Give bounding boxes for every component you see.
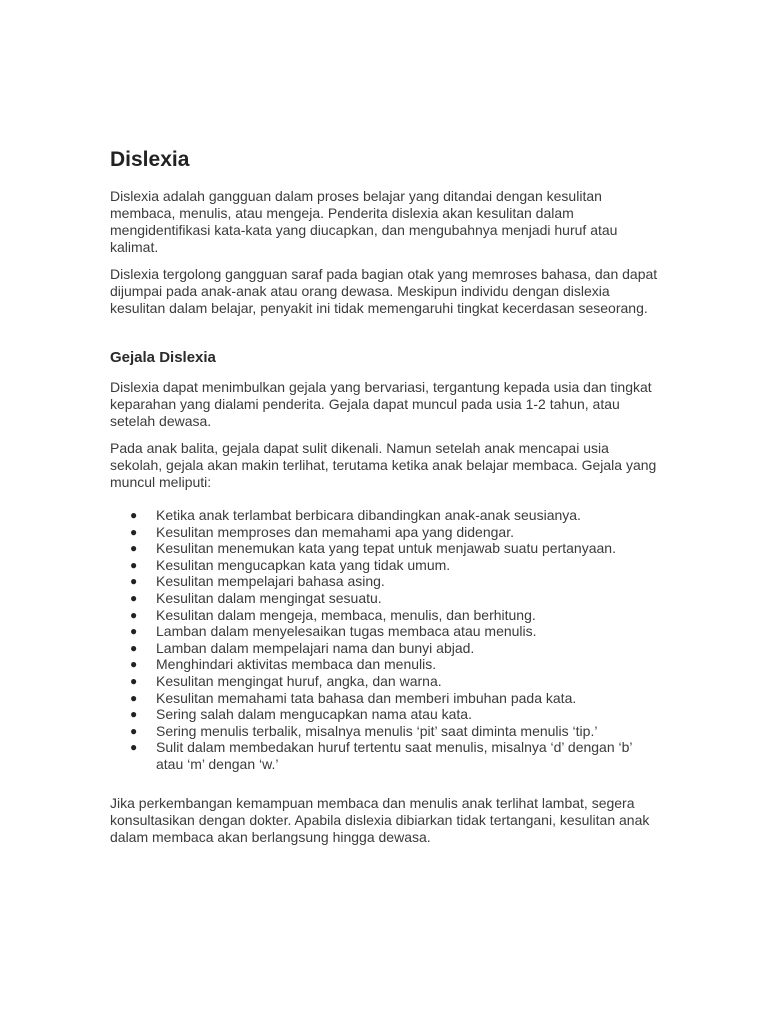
list-item-text: Kesulitan dalam mengeja, membaca, menulis, dan berhitung. [156,606,536,623]
list-item [110,640,662,657]
symptom-list [110,507,662,773]
page-title: Dislexia [110,148,190,171]
list-item-text: Menghindari aktivitas membaca dan menulis. [156,656,437,673]
list-item [110,623,662,640]
list-item-text: Sering menulis terbalik, misalnya menulis ‘pit’ saat diminta menulis ‘tip.’ [156,722,598,739]
bullet-dot-icon: ● [130,740,138,755]
bullet-dot-icon: ● [130,508,138,522]
list-item-text: Kesulitan memproses dan memahami apa yang didengar. [156,523,514,540]
list-item-text: Kesulitan mengingat huruf, angka, dan warna. [156,672,442,689]
list-item [110,739,662,772]
list-item [110,524,662,541]
list-item-text: Kesulitan memahami tata bahasa dan memberi imbuhan pada kata. [156,689,577,706]
list-item [110,673,662,690]
section-heading: Gejala Dislexia [110,349,216,366]
list-item-text: Lamban dalam menyelesaikan tugas membaca atau menulis. [156,623,537,640]
list-item-text: Sulit dalam membedakan huruf tertentu saat menulis, misalnya ‘d’ dengan ‘b’ atau ‘m’ dengan ‘w.’ [156,739,632,772]
list-item [110,507,662,524]
bullet-dot-icon: ● [130,707,138,722]
list-item [110,706,662,723]
bullet-dot-icon: ● [130,640,138,655]
intro-paragraph: Dislexia adalah gangguan dalam proses belajar yang ditandai dengan kesulitan membaca, menulis, atau mengeja. Penderita dislexia akan kesulitan dalam mengidentifikasi kata-kata yang diucapkan, dan mengubahnya menjadi huruf atau kalimat. [110,188,618,255]
list-item-text: Kesulitan mengucapkan kata yang tidak umum. [156,556,451,573]
list-item-text: Sering salah dalam mengucapkan nama atau kata. [156,706,472,723]
list-item [110,590,662,607]
bullet-dot-icon: ● [130,524,138,539]
bullet-dot-icon: ● [130,690,138,705]
list-item-text: Lamban dalam mempelajari nama dan bunyi abjad. [156,639,475,656]
bullet-dot-icon: ● [130,607,138,622]
list-item [110,540,662,557]
bullet-dot-icon: ● [130,590,138,605]
list-item [110,607,662,624]
list-item-text: Kesulitan mempelajari bahasa asing. [156,573,385,590]
list-item [110,573,662,590]
bullet-dot-icon: ● [130,723,138,738]
intro-paragraph: Dislexia tergolong gangguan saraf pada bagian otak yang memroses bahasa, dan dapat dijumpai pada anak-anak atau orang dewasa. Meskipun individu dengan dislexia kesulitan dalam belajar, penyakit ini tidak memengaruhi tingkat kecerdasan seseorang. [110,266,658,316]
list-item-text: Ketika anak terlambat berbicara dibandingkan anak-anak seusianya. [156,507,581,523]
bullet-dot-icon: ● [130,624,138,639]
document-page [110,146,662,856]
list-item [110,557,662,574]
list-item [110,723,662,740]
list-item [110,656,662,673]
section-paragraph: Pada anak balita, gejala dapat sulit dikenali. Namun setelah anak mencapai usia sekolah, gejala akan makin terlihat, terutama ketika anak belajar membaca. Gejala yang muncul meliputi: [110,440,657,490]
closing-paragraph: Jika perkembangan kemampuan membaca dan menulis anak terlihat lambat, segera konsultasikan dengan dokter. Apabila dislexia dibiarkan tidak tertangani, kesulitan anak dalam membaca akan berlangsung hingga dewasa. [110,794,650,845]
list-item-text: Kesulitan menemukan kata yang tepat untuk menjawab suatu pertanyaan. [156,540,616,557]
list-item-text: Kesulitan dalam mengingat sesuatu. [156,589,382,606]
bullet-dot-icon: ● [130,673,138,688]
section-paragraph: Dislexia dapat menimbulkan gejala yang bervariasi, tergantung kepada usia dan tingkat keparahan yang dialami penderita. Gejala dapat muncul pada usia 1-2 tahun, atau setelah dewasa. [110,379,652,429]
bullet-dot-icon: ● [130,541,138,556]
bullet-dot-icon: ● [130,657,138,672]
list-item [110,690,662,707]
bullet-dot-icon: ● [130,557,138,572]
bullet-dot-icon: ● [130,574,138,589]
